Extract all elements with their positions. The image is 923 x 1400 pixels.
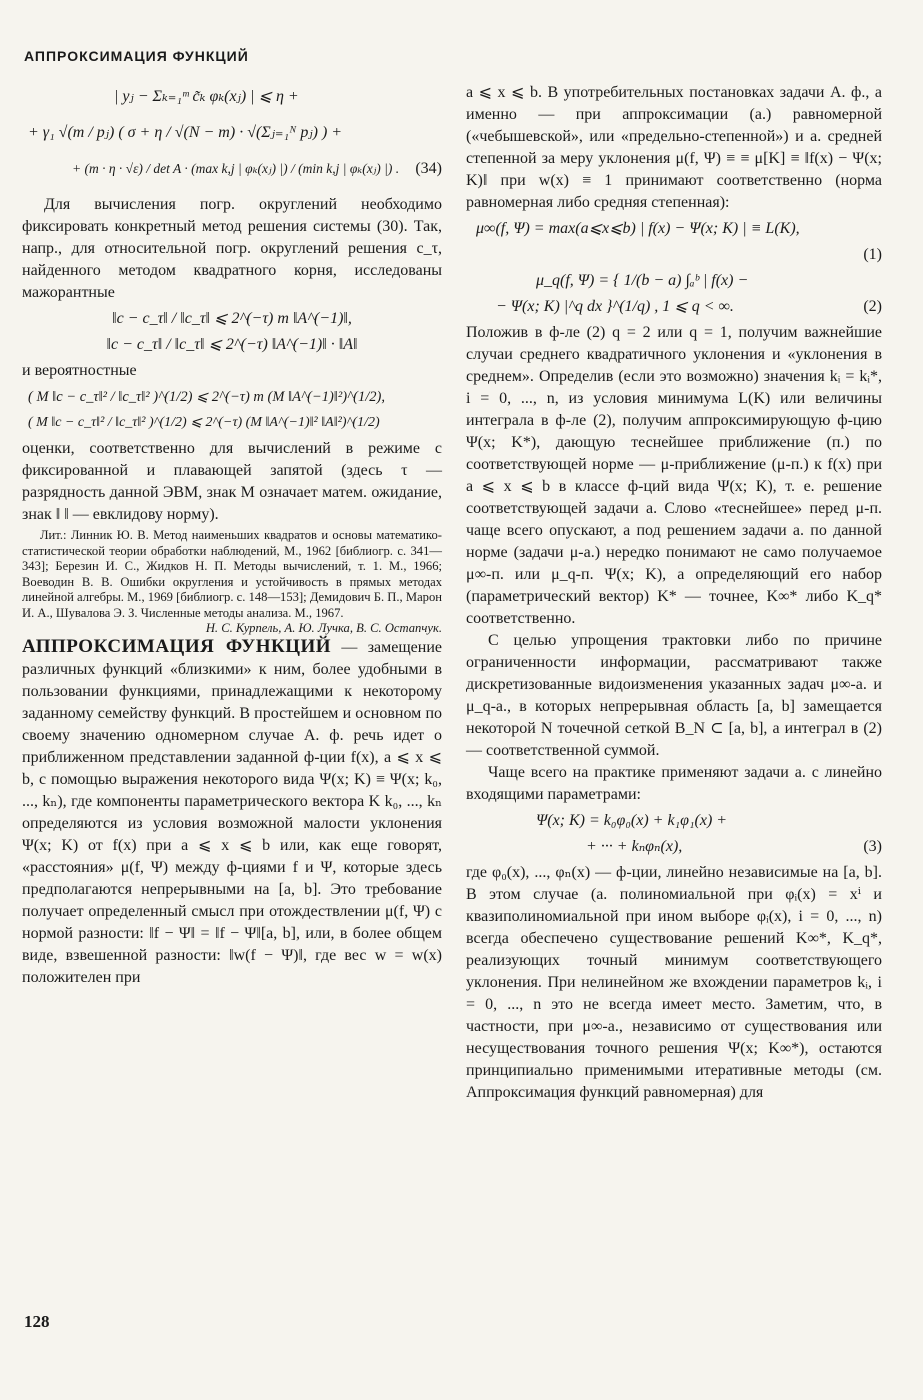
paragraph-norms: a ⩽ x ⩽ b. В употребительных постановках задачи А. ф., а именно — при аппроксимации (а.) равномерной («чебышевской», или «предельно-степенной») и а. средней степенной за меру уклонения μ(f, Ψ) ≡ ≡ μ[K] ≡ ‖f(x) − Ψ(x; K)‖ при w(x) ≡ 1 принимают соответственно (норма равномерная либо средняя степенная): (466, 84, 882, 211)
probabilistic-2: ( M ‖c − c_τ‖² / ‖c_τ‖² )^(1/2) ⩽ 2^(−τ) (M ‖A^(−1)‖² ‖A‖²)^(1/2) (28, 415, 380, 430)
probabilistic-1: ( M ‖c − c_τ‖² / ‖c_τ‖² )^(1/2) ⩽ 2^(−τ) m (M ‖A^(−1)‖²)^(1/2), (28, 389, 385, 405)
running-header: АППРОКСИМАЦИЯ ФУНКЦИЙ (24, 48, 249, 64)
entry-term: АППРОКСИМАЦИЯ ФУНКЦИЙ (22, 636, 332, 657)
paragraph-linear-params: Чаще всего на практике применяют задачи а. с линейно входящими параметрами: (466, 764, 882, 803)
paragraph-best-approximation: Положив в ф-ле (2) q = 2 или q = 1, получим важнейшие случаи среднего квадратичного уклонения и «уклонения в среднем». Определив (если это возможно) значения kᵢ = kᵢ*, i = 0, ..., n, из условия минимума L(K) или величины интеграла в ф-ле (2), получим аппроксимирующую ф-цию Ψ(x; K*), дающую теснейшее приближение (п.) по соответствующей норме — μ-приближение (μ-п.) к f(x) при a ⩽ x ⩽ b в классе ф-ций вида Ψ(x; K), т. е. решение соответствующей задачи а. Слово «теснейшее» перед μ-п. чаще всего опускают, а под решением задачи а. по данной норме (задачи μ-а.) нередко понимают не само получаемое μ∞-п. или μ_q-п. Ψ(x; K), а определяющий его набор (параметрический вектор) K* — точнее, K∞* либо K_q* соответственно. (466, 324, 882, 627)
paragraph-discretized: С целью упрощения трактовки либо по причине ограниченности информации, рассматривают также дискретизованные видоизменения указанных задач μ∞-а. и μ_q-а., в которых непрерывная область [a, b] замещается некоторой N точечной сеткой B_N ⊂ [a, b], а интеграл в (2) — соответственной суммой. (466, 632, 882, 759)
left-column (22, 82, 442, 989)
formula-34-line1: | yⱼ − Σₖ₌₁ᵐ c̃ₖ φₖ(xⱼ) | ⩽ η + (114, 88, 299, 105)
formula-3-line1: Ψ(x; K) = k₀φ₀(x) + k₁φ₁(x) + (536, 812, 728, 829)
formula-34-line2: + γ₁ √(m / pⱼ) ( σ + η / √(N − m) · √(Σⱼ₌₁ᴺ pⱼ) ) + (28, 124, 343, 141)
majorant-2: ‖c − c_τ‖ / ‖c_τ‖ ⩽ 2^(−τ) ‖A^(−1)‖ · ‖A‖ (106, 336, 358, 353)
formula-2-line2-text: − Ψ(x; K) |^q dx }^(1/q) , 1 ⩽ q < ∞. (496, 298, 734, 315)
formula-1: μ∞(f, Ψ) = max(a⩽x⩽b) | f(x) − Ψ(x; K) | ≡ L(K), (476, 220, 800, 237)
formula-1-number-row (466, 244, 882, 266)
formula-2-line2 (466, 296, 882, 318)
paragraph-estimates: оценки, соответственно для вычислений в режиме с фиксированной и плавающей запятой (здесь τ — разрядность данной ЭВМ, знак M означает матем. ожидание, знак ‖ ‖ — евклидову норму). (22, 440, 442, 523)
formula-2-line1: μ_q(f, Ψ) = { 1/(b − a) ∫ₐᵇ | f(x) − (536, 272, 749, 289)
formula-3-line2-text: + ··· + kₙφₙ(x), (586, 838, 683, 855)
entry-approximation (22, 636, 442, 989)
formula-1-number: (1) (863, 246, 882, 263)
formula-2-number: (2) (863, 298, 882, 315)
formula-34-line3 (22, 158, 442, 180)
majorant-1: ‖c − c_τ‖ / ‖c_τ‖ ⩽ 2^(−τ) m ‖A^(−1)‖, (112, 310, 352, 327)
paragraph-linear-independence: где φ₀(x), ..., φₙ(x) — ф-ции, линейно независимые на [a, b]. В этом случае (а. полиномиальной при φᵢ(x) = xⁱ и квазиполиномиальной при ином выборе φᵢ(x), i = 0, ..., n) всегда обеспечено существование решений K∞*, K_q*, реализующих точный минимум соответствующего уклонения. При нелинейном же вхождении параметров kᵢ, i = 0, ..., n это не всегда имеет место. Заметим, что, в частности, при μ∞-а., независимо от существования или несуществования точного решения Ψ(x; K∞*), остаются принципиально применимыми итеративные методы (см. Аппроксимация функций равномерная) для (466, 864, 882, 1101)
right-column (466, 82, 882, 1104)
probabilistic-intro: и вероятностные (22, 362, 137, 379)
formula-3-line2 (466, 836, 882, 858)
entry-definition: — замещение различных функций «близкими» к ним, более удобными в пользовании функциями, принадлежащими к некоторому заданному семейству функций. В простейшем и основном по своему значению одномерном случае А. ф. речь идет о приближенном представлении заданной ф-ции f(x), a ⩽ x ⩽ b, с помощью выражения некоторого вида Ψ(x; K) ≡ Ψ(x; k₀, ..., kₙ), где компоненты параметрического вектора K k₀, ..., kₙ определяются из условия возможной малости уклонения Ψ(x; K) от f(x) при a ⩽ x ⩽ b или, как еще говорят, «расстояния» μ(f, Ψ) между ф-циями f и Ψ, которые здесь предполагаются непрерывными на [a, b]. Это требование получает определенный смысл при отождествлении μ(f, Ψ) с нормой разности: ‖f − Ψ‖ = ‖f − Ψ‖[a, b], или, в более общем виде, взвешенной разности: ‖w(f − Ψ)‖, где вес w = w(x) положителен при (22, 639, 443, 986)
article-authors: Н. С. Курпель, А. Ю. Лучка, В. С. Остапчук. (205, 621, 442, 635)
formula-34-line3-text: + (m · η · √ε) / det A · (max k,j | φₖ(xⱼ) |) / (min k,j | φₖ(xⱼ) |) . (72, 161, 400, 176)
literature: Лит.: Линник Ю. В. Метод наименьших квадратов и основы математико-статистической теории обработки наблюдений, М., 1962 [библиогр. с. 341—343]; Березин И. С., Жидков Н. П. Методы вычислений, т. 1. М., 1966; Воеводин В. В. Ошибки округления и устойчивость в прямых методах линейной алгебры. М., 1969 [библиогр. с. 148—153]; Демидович Б. П., Марон И. А., Шувалова Э. З. Численные методы анализа. М., 1967. (22, 528, 442, 620)
formula-34-number: (34) (415, 160, 442, 177)
paragraph-rounding: Для вычисления погр. округлений необходимо фиксировать конкретный метод решения системы (30). Так, напр., для относительной погр. округлений решения c_τ, найденного методом квадратного корня, исследованы мажорантные (22, 196, 442, 301)
page-number: 128 (24, 1312, 50, 1331)
formula-3-number: (3) (863, 838, 882, 855)
